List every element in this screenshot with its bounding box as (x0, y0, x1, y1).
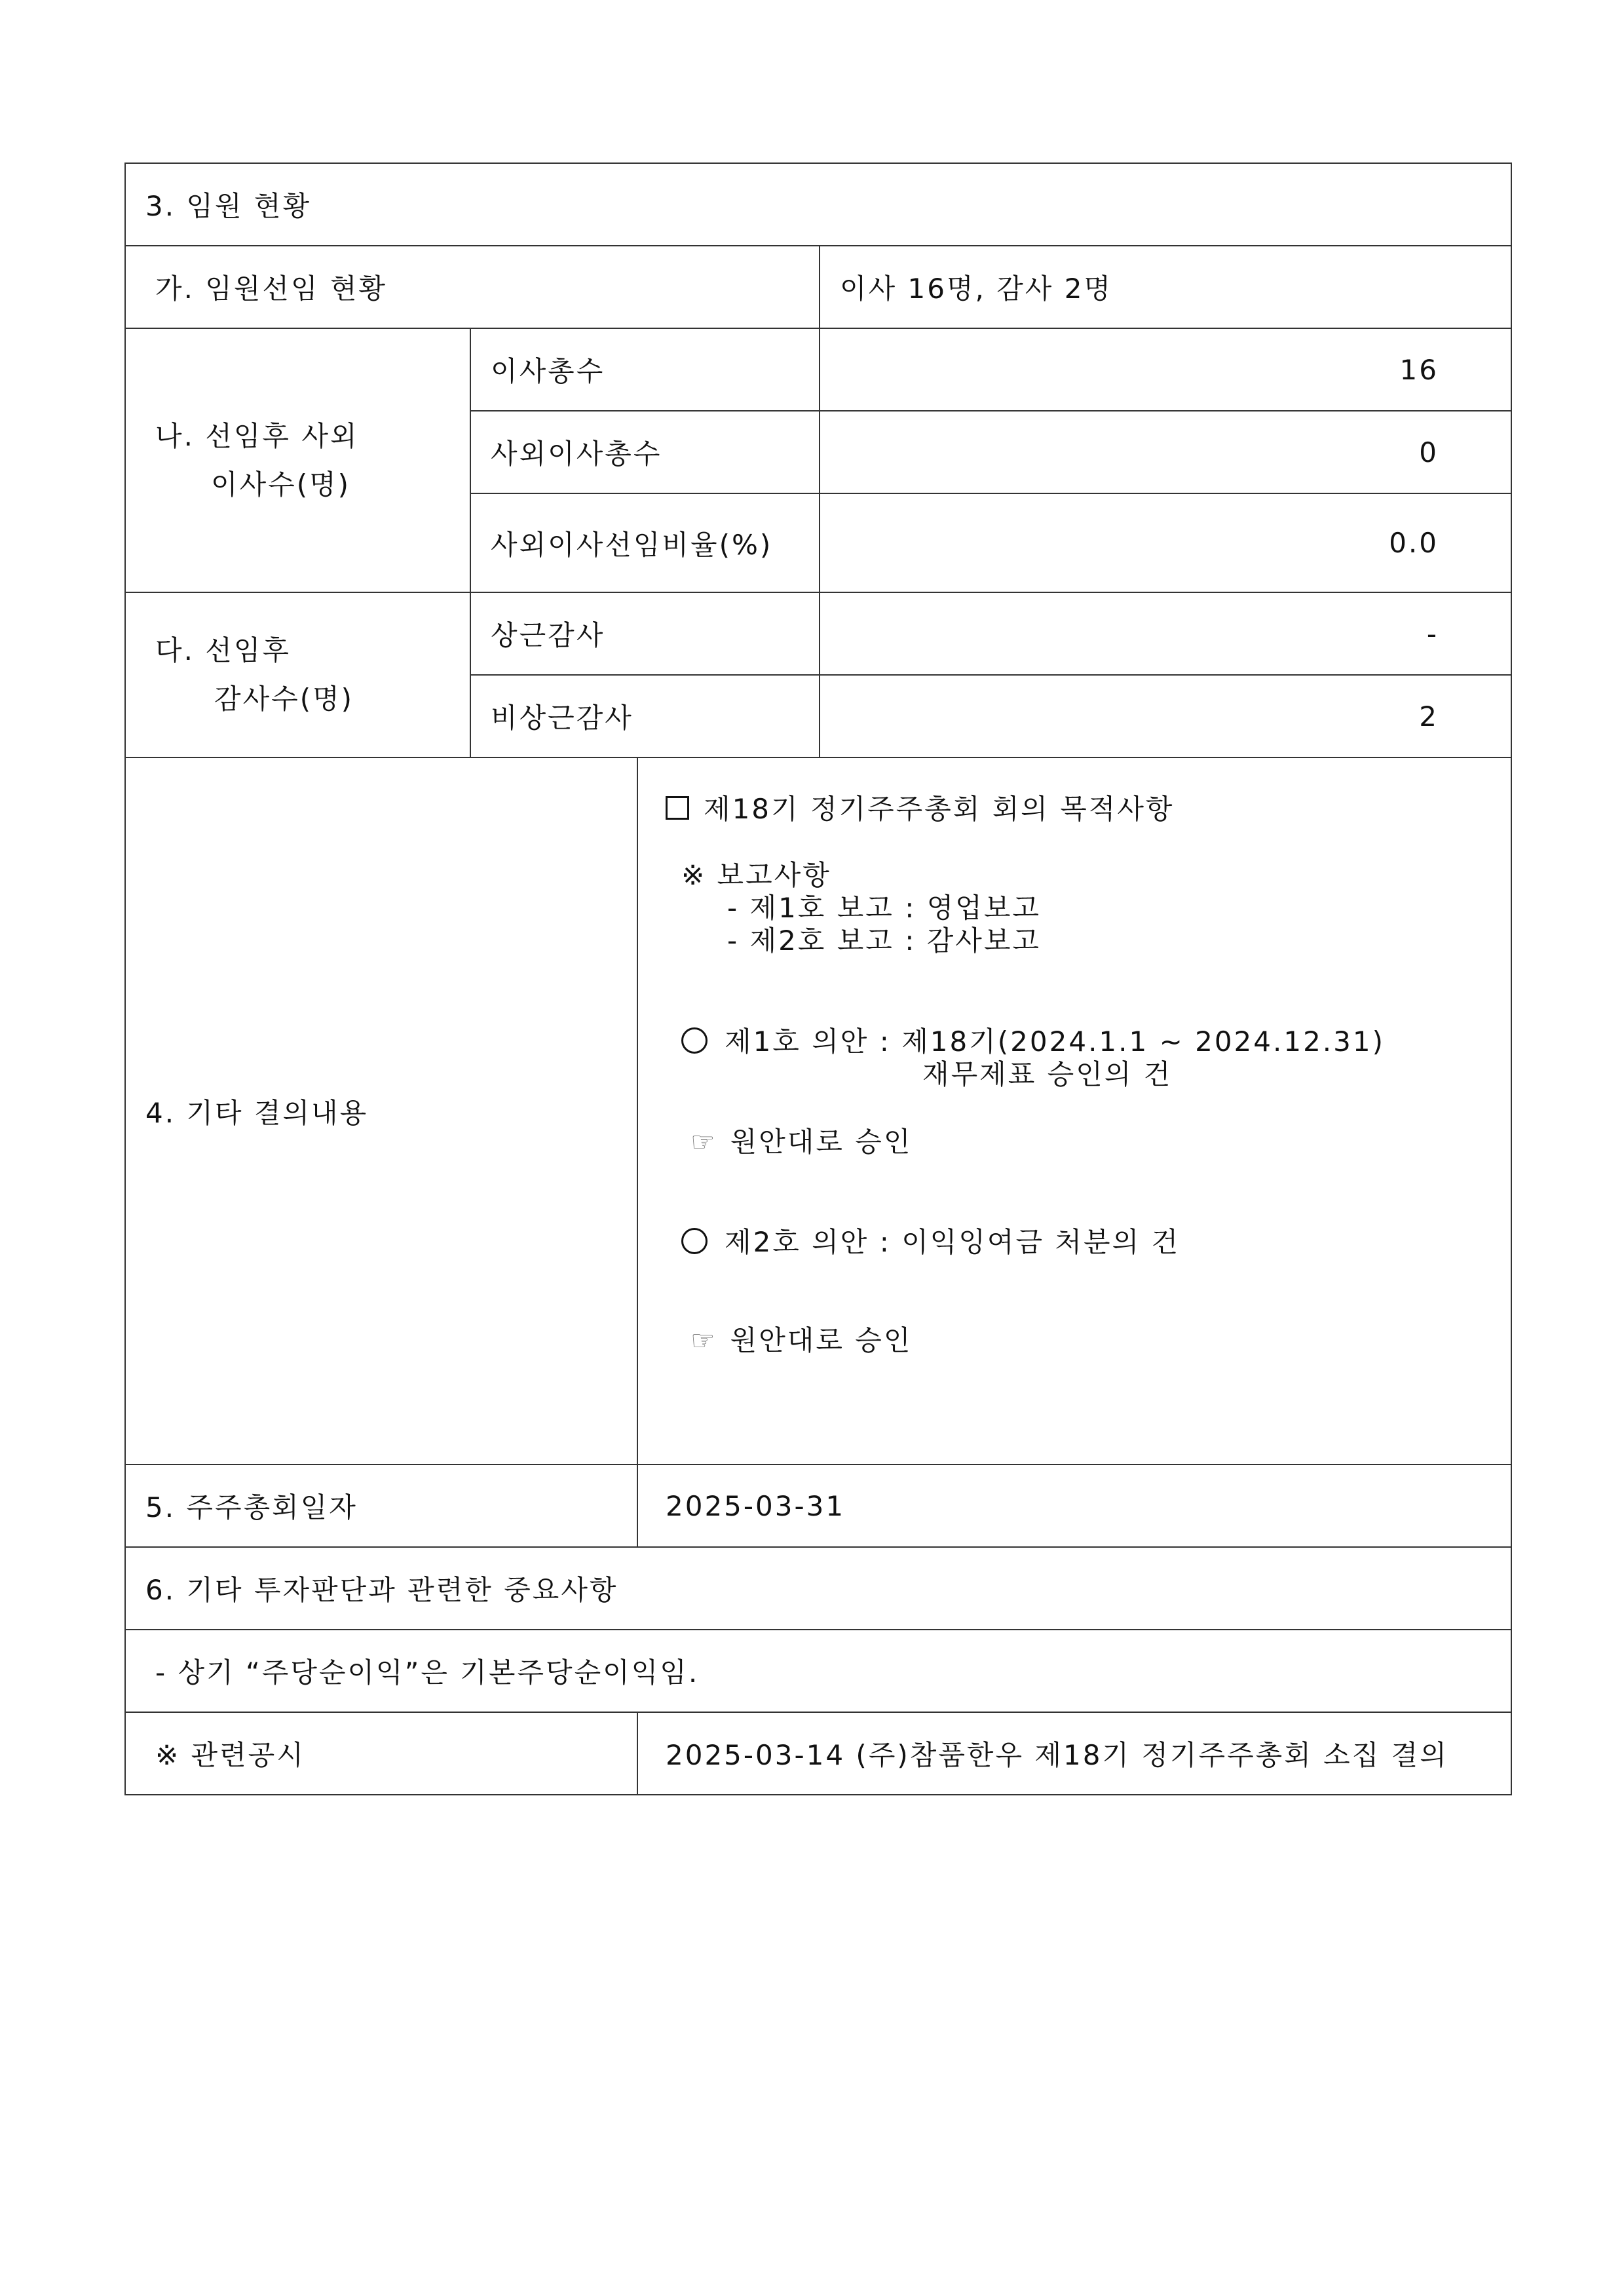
na-item-value: 16 (820, 328, 1511, 411)
section-4-content (637, 757, 1511, 1464)
na-label (125, 328, 470, 592)
agenda-heading-text: 제18기 정기주주총회 회의 목적사항 (704, 793, 1175, 825)
agenda-item-2-line1: 제2호 의안 : 이익잉여금 처분의 건 (725, 1226, 1180, 1258)
report-title: ※ 보고사항 (681, 859, 831, 891)
related-disclosure-row (125, 1712, 1511, 1795)
da-row-1 (125, 592, 1511, 675)
section-5-row (125, 1464, 1511, 1547)
na-label-line1: 나. 선임후 사외 (155, 419, 359, 452)
na-item-value: 0.0 (820, 493, 1511, 592)
pointing-hand-icon: ☞ (690, 1324, 717, 1356)
agenda-item-2-result (690, 1324, 912, 1358)
section-6-row (125, 1547, 1511, 1630)
na-item-label: 이사총수 (470, 328, 820, 411)
ga-row (125, 246, 1511, 328)
na-item-label: 사외이사선임비율(%) (470, 493, 820, 592)
ga-label: 가. 임원선임 현황 (125, 246, 820, 328)
empty-square-icon (666, 796, 689, 820)
section-4-label: 4. 기타 결의내용 (125, 757, 637, 1464)
meeting-date: 2025-03-31 (637, 1464, 1511, 1547)
na-row-1 (125, 328, 1511, 411)
agenda-item-1-result-text: 원안대로 승인 (730, 1126, 913, 1158)
pointing-hand-icon: ☞ (690, 1126, 717, 1158)
related-disclosure-label: ※ 관련공시 (125, 1712, 637, 1795)
agenda-item-1-line1: 제1호 의안 : 제18기(2024.1.1 ~ 2024.12.31) (725, 1025, 1385, 1058)
agenda-item-1 (681, 1025, 1385, 1059)
agenda-item-2-result-text: 원안대로 승인 (730, 1324, 913, 1356)
na-label-line2: 이사수(명) (211, 468, 351, 501)
da-item-label: 상근감사 (470, 592, 820, 675)
circle-icon (681, 1027, 708, 1054)
agenda-heading (666, 792, 1175, 826)
report-item: - 제1호 보고 : 영업보고 (727, 892, 1042, 924)
related-disclosure-value: 2025-03-14 (주)참품한우 제18기 정기주주총회 소집 결의 (637, 1712, 1511, 1795)
da-item-value: 2 (820, 675, 1511, 757)
da-label-line2: 감사수(명) (214, 683, 354, 715)
section-6-note-row (125, 1630, 1511, 1712)
circle-icon (681, 1228, 708, 1254)
ga-value: 이사 16명, 감사 2명 (820, 246, 1511, 328)
section-3-row (125, 163, 1511, 246)
section-3-title: 3. 임원 현황 (125, 163, 1511, 246)
da-label-line1: 다. 선임후 (155, 634, 291, 666)
da-item-label: 비상근감사 (470, 675, 820, 757)
agenda-item-2 (681, 1225, 1180, 1259)
da-item-value: - (820, 592, 1511, 675)
disclosure-table (124, 163, 1512, 1795)
section-4-row (125, 757, 1511, 1464)
na-item-value: 0 (820, 411, 1511, 493)
na-item-label: 사외이사총수 (470, 411, 820, 493)
agenda-item-1-line2: 재무제표 승인의 건 (922, 1058, 1173, 1090)
section-6-title: 6. 기타 투자판단과 관련한 중요사항 (125, 1547, 1511, 1630)
section-5-label: 5. 주주총회일자 (125, 1464, 637, 1547)
eps-note: - 상기 “주당순이익”은 기본주당순이익임. (125, 1630, 1511, 1712)
agenda-item-1-result (690, 1125, 912, 1159)
da-label (125, 592, 470, 757)
report-item: - 제2호 보고 : 감사보고 (727, 925, 1042, 957)
